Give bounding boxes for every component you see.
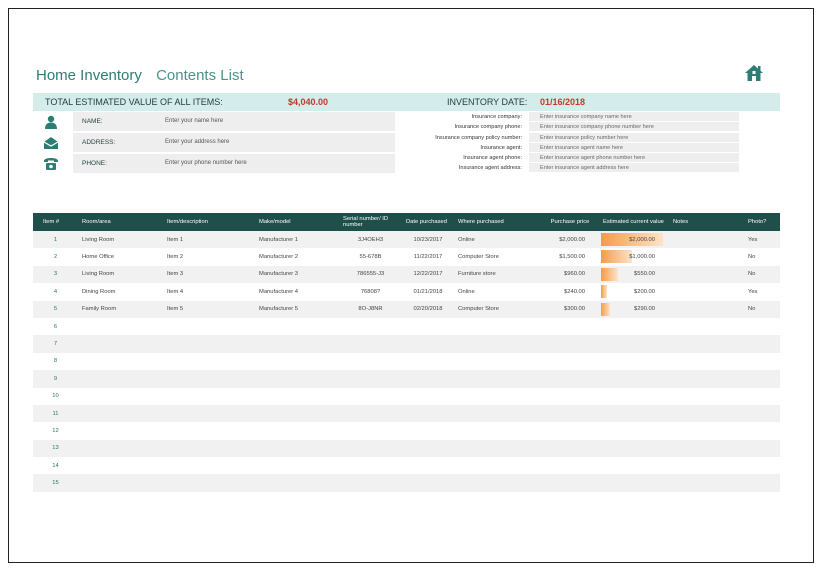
cell-estimated-value[interactable] [599, 266, 669, 283]
cell-item-number[interactable]: 14 [33, 457, 78, 474]
cell-notes[interactable] [669, 422, 744, 439]
cell-serial[interactable] [339, 422, 402, 439]
cell-serial[interactable] [339, 457, 402, 474]
cell-make-model[interactable]: Manufacturer 1 [255, 231, 339, 248]
cell-description[interactable]: Item 5 [163, 301, 255, 318]
cell-date[interactable] [402, 422, 454, 439]
col-date[interactable]: Date purchased [402, 213, 454, 231]
cell-make-model[interactable]: Manufacturer 2 [255, 248, 339, 265]
insurance-company-label: Insurance company: [471, 114, 522, 120]
cell-date[interactable] [402, 353, 454, 370]
cell-photo[interactable] [744, 457, 780, 474]
table-row [33, 474, 780, 491]
table-row [33, 266, 780, 283]
cell-date[interactable] [402, 335, 454, 352]
page-title [36, 67, 244, 87]
cell-notes[interactable] [669, 474, 744, 491]
cell-description[interactable] [163, 405, 255, 422]
cell-serial[interactable]: 786555-J3 [339, 266, 402, 283]
cell-make-model[interactable] [255, 388, 339, 405]
cell-description[interactable] [163, 370, 255, 387]
cell-price[interactable]: $1,500.00 [537, 248, 599, 265]
contact-row-phone [33, 154, 395, 175]
cell-description[interactable] [163, 457, 255, 474]
cell-where[interactable] [454, 370, 537, 387]
cell-item-number[interactable]: 13 [33, 440, 78, 457]
cell-where[interactable] [454, 405, 537, 422]
cell-price[interactable] [537, 318, 599, 335]
cell-make-model[interactable]: Manufacturer 5 [255, 301, 339, 318]
insurance-agent-field[interactable]: Enter insurance agent name here [529, 143, 739, 152]
cell-notes[interactable] [669, 440, 744, 457]
insurance-row [420, 153, 740, 163]
cell-serial[interactable]: 3J4OEH3 [339, 231, 402, 248]
cell-where[interactable]: Computer Store [454, 301, 537, 318]
cell-price[interactable] [537, 422, 599, 439]
col-serial[interactable]: Serial number/ ID number [339, 213, 402, 231]
cell-room[interactable]: Living Room [78, 266, 163, 283]
cell-description[interactable] [163, 353, 255, 370]
cell-item-number[interactable]: 2 [33, 248, 78, 265]
cell-room[interactable] [78, 370, 163, 387]
table-row [33, 301, 780, 318]
title-main: Home Inventory [36, 67, 142, 84]
cell-notes[interactable] [669, 318, 744, 335]
cell-date[interactable] [402, 405, 454, 422]
cell-room[interactable] [78, 474, 163, 491]
cell-serial[interactable] [339, 440, 402, 457]
cell-notes[interactable] [669, 370, 744, 387]
cell-price[interactable] [537, 457, 599, 474]
table-row [33, 248, 780, 265]
total-value: $4,040.00 [288, 97, 329, 107]
phone-icon [43, 157, 59, 171]
col-make-model[interactable]: Make/model [255, 213, 339, 231]
cell-price[interactable] [537, 335, 599, 352]
cell-make-model[interactable] [255, 422, 339, 439]
estimated-value-text: $2,000.00 [629, 236, 655, 243]
cell-date[interactable] [402, 388, 454, 405]
name-label: NAME: [82, 118, 103, 125]
cell-price[interactable]: $2,000.00 [537, 231, 599, 248]
cell-room[interactable]: Family Room [78, 301, 163, 318]
cell-notes[interactable] [669, 405, 744, 422]
cell-where[interactable] [454, 353, 537, 370]
cell-where[interactable] [454, 388, 537, 405]
cell-photo[interactable] [744, 335, 780, 352]
cell-make-model[interactable]: Manufacturer 3 [255, 266, 339, 283]
insurance-company-phone-label: Insurance company phone: [454, 124, 522, 131]
address-field[interactable]: Enter your address here [73, 133, 395, 152]
cell-notes[interactable] [669, 266, 744, 283]
cell-description[interactable]: Item 3 [163, 266, 255, 283]
table-row [33, 370, 780, 387]
col-item-number[interactable]: Item # [33, 213, 78, 231]
cell-estimated-value[interactable] [599, 335, 669, 352]
inventory-date-label: INVENTORY DATE: [447, 97, 528, 107]
summary-bar [33, 93, 780, 111]
name-field[interactable]: Enter your name here [73, 112, 395, 131]
cell-date[interactable] [402, 457, 454, 474]
contact-info [33, 112, 395, 175]
inventory-table [33, 213, 780, 492]
cell-make-model[interactable] [255, 353, 339, 370]
estimated-value-text: $1,000.00 [629, 254, 655, 261]
cell-serial[interactable] [339, 318, 402, 335]
cell-make-model[interactable]: Manufacturer 4 [255, 283, 339, 300]
cell-room[interactable] [78, 422, 163, 439]
cell-price[interactable]: $300.00 [537, 301, 599, 318]
cell-price[interactable] [537, 405, 599, 422]
insurance-company-phone-field[interactable]: Enter insurance company phone number here [529, 122, 739, 131]
home-icon[interactable] [744, 64, 764, 82]
cell-notes[interactable] [669, 248, 744, 265]
title-subtitle: Contents List [156, 67, 244, 84]
mail-icon [43, 136, 59, 150]
insurance-row [420, 133, 740, 143]
cell-item-number[interactable]: 12 [33, 422, 78, 439]
cell-photo[interactable]: No [744, 301, 780, 318]
cell-room[interactable] [78, 388, 163, 405]
table-row [33, 231, 780, 248]
cell-photo[interactable] [744, 440, 780, 457]
cell-estimated-value[interactable] [599, 248, 669, 265]
cell-photo[interactable] [744, 474, 780, 491]
cell-room[interactable] [78, 457, 163, 474]
cell-estimated-value[interactable] [599, 457, 669, 474]
cell-room[interactable] [78, 318, 163, 335]
col-price[interactable]: Purchase price [537, 213, 599, 231]
cell-notes[interactable] [669, 353, 744, 370]
cell-item-number[interactable]: 1 [33, 231, 78, 248]
insurance-row [420, 163, 740, 173]
cell-room[interactable] [78, 405, 163, 422]
table-row [33, 353, 780, 370]
cell-serial[interactable] [339, 335, 402, 352]
cell-estimated-value[interactable] [599, 353, 669, 370]
table-row [33, 318, 780, 335]
cell-date[interactable]: 10/23/2017 [402, 231, 454, 248]
cell-notes[interactable] [669, 301, 744, 318]
cell-make-model[interactable] [255, 457, 339, 474]
cell-serial[interactable]: 55-678B [339, 248, 402, 265]
cell-price[interactable]: $240.00 [537, 283, 599, 300]
cell-serial[interactable] [339, 388, 402, 405]
cell-photo[interactable] [744, 318, 780, 335]
insurance-row [420, 143, 740, 153]
cell-make-model[interactable] [255, 440, 339, 457]
cell-make-model[interactable] [255, 370, 339, 387]
cell-photo[interactable] [744, 370, 780, 387]
insurance-agent-phone-field[interactable]: Enter insurance agent phone number here [529, 153, 739, 162]
cell-date[interactable]: 11/22/2017 [402, 248, 454, 265]
cell-date[interactable] [402, 318, 454, 335]
phone-field[interactable]: Enter your phone number here [73, 154, 395, 173]
cell-date[interactable] [402, 474, 454, 491]
insurance-company-field[interactable]: Enter insurance company name here [529, 112, 739, 121]
cell-room[interactable]: Home Office [78, 248, 163, 265]
cell-serial[interactable]: 76808? [339, 283, 402, 300]
cell-photo[interactable] [744, 405, 780, 422]
cell-notes[interactable] [669, 231, 744, 248]
col-estimated-value[interactable]: Estimated current value [599, 213, 669, 231]
cell-estimated-value[interactable] [599, 370, 669, 387]
cell-room[interactable] [78, 440, 163, 457]
cell-photo[interactable] [744, 353, 780, 370]
cell-description[interactable] [163, 318, 255, 335]
cell-estimated-value[interactable] [599, 388, 669, 405]
total-label: TOTAL ESTIMATED VALUE OF ALL ITEMS: [45, 97, 223, 107]
cell-item-number[interactable]: 4 [33, 283, 78, 300]
cell-make-model[interactable] [255, 335, 339, 352]
cell-photo[interactable]: No [744, 248, 780, 265]
cell-notes[interactable] [669, 335, 744, 352]
col-room[interactable]: Room/area [78, 213, 163, 231]
cell-item-number[interactable]: 7 [33, 335, 78, 352]
cell-description[interactable] [163, 422, 255, 439]
cell-where[interactable]: Computer Store [454, 248, 537, 265]
cell-photo[interactable]: No [744, 266, 780, 283]
address-label: ADDRESS: [82, 139, 116, 146]
cell-item-number[interactable]: 15 [33, 474, 78, 491]
cell-serial[interactable] [339, 474, 402, 491]
insurance-row [420, 112, 740, 122]
estimated-value-text: $290.00 [634, 306, 655, 313]
cell-notes[interactable] [669, 388, 744, 405]
insurance-agent-label: Insurance agent: [480, 144, 522, 151]
cell-item-number[interactable]: 3 [33, 266, 78, 283]
cell-price[interactable] [537, 474, 599, 491]
cell-item-number[interactable]: 10 [33, 388, 78, 405]
table-header-row [33, 213, 780, 231]
cell-item-number[interactable]: 9 [33, 370, 78, 387]
cell-description[interactable] [163, 440, 255, 457]
cell-date[interactable] [402, 440, 454, 457]
phone-label: PHONE: [82, 160, 107, 167]
cell-where[interactable] [454, 335, 537, 352]
col-notes[interactable]: Notes [669, 213, 744, 231]
cell-description[interactable]: Item 1 [163, 231, 255, 248]
cell-serial[interactable] [339, 405, 402, 422]
cell-description[interactable] [163, 388, 255, 405]
cell-serial[interactable] [339, 370, 402, 387]
cell-date[interactable]: 01/21/2018 [402, 283, 454, 300]
cell-room[interactable]: Living Room [78, 231, 163, 248]
contact-row-name [33, 112, 395, 133]
cell-notes[interactable] [669, 457, 744, 474]
table-row [33, 335, 780, 352]
col-photo[interactable]: Photo? [744, 213, 780, 231]
insurance-policy-label: Insurance company policy number: [435, 134, 522, 141]
cell-where[interactable] [454, 474, 537, 491]
table-row [33, 422, 780, 439]
cell-date[interactable]: 02/20/2018 [402, 301, 454, 318]
col-where[interactable]: Where purchased [454, 213, 537, 231]
cell-estimated-value[interactable] [599, 422, 669, 439]
person-icon [43, 115, 59, 129]
cell-photo[interactable]: Yes [744, 231, 780, 248]
cell-date[interactable]: 12/22/2017 [402, 266, 454, 283]
cell-estimated-value[interactable] [599, 231, 669, 248]
estimated-value-text: $200.00 [634, 288, 655, 295]
cell-where[interactable] [454, 457, 537, 474]
contact-row-address [33, 133, 395, 154]
insurance-policy-field[interactable]: Enter insurance policy number here [529, 133, 739, 142]
cell-make-model[interactable] [255, 318, 339, 335]
col-description[interactable]: Item/description [163, 213, 255, 231]
cell-price[interactable]: $960.00 [537, 266, 599, 283]
cell-estimated-value[interactable] [599, 301, 669, 318]
cell-estimated-value[interactable] [599, 474, 669, 491]
cell-item-number[interactable]: 8 [33, 353, 78, 370]
table-row [33, 405, 780, 422]
cell-description[interactable] [163, 335, 255, 352]
cell-room[interactable]: Dining Room [78, 283, 163, 300]
cell-photo[interactable] [744, 388, 780, 405]
table-row [33, 457, 780, 474]
insurance-agent-address-field[interactable]: Enter insurance agent address here [529, 163, 739, 172]
cell-notes[interactable] [669, 283, 744, 300]
cell-where[interactable] [454, 422, 537, 439]
cell-item-number[interactable]: 5 [33, 301, 78, 318]
cell-description[interactable]: Item 2 [163, 248, 255, 265]
cell-price[interactable] [537, 388, 599, 405]
cell-make-model[interactable] [255, 405, 339, 422]
cell-room[interactable] [78, 335, 163, 352]
cell-description[interactable] [163, 474, 255, 491]
table-row [33, 440, 780, 457]
cell-price[interactable] [537, 353, 599, 370]
cell-photo[interactable]: Yes [744, 283, 780, 300]
cell-serial[interactable] [339, 353, 402, 370]
cell-serial[interactable]: 8O-J8NR [339, 301, 402, 318]
cell-date[interactable] [402, 370, 454, 387]
cell-item-number[interactable]: 11 [33, 405, 78, 422]
table-row [33, 388, 780, 405]
cell-photo[interactable] [744, 422, 780, 439]
cell-where[interactable]: Furniture store [454, 266, 537, 283]
cell-estimated-value[interactable] [599, 440, 669, 457]
cell-room[interactable] [78, 353, 163, 370]
insurance-agent-phone-label: Insurance agent phone: [463, 155, 522, 162]
insurance-info [420, 112, 740, 174]
estimated-value-text: $550.00 [634, 271, 655, 278]
cell-estimated-value[interactable] [599, 318, 669, 335]
cell-item-number[interactable]: 6 [33, 318, 78, 335]
cell-where[interactable] [454, 440, 537, 457]
cell-where[interactable]: Online [454, 283, 537, 300]
cell-price[interactable] [537, 440, 599, 457]
cell-price[interactable] [537, 370, 599, 387]
table-row [33, 283, 780, 300]
insurance-row [420, 122, 740, 132]
cell-where[interactable] [454, 318, 537, 335]
cell-estimated-value[interactable] [599, 283, 669, 300]
cell-estimated-value[interactable] [599, 405, 669, 422]
insurance-agent-address-label: Insurance agent address: [458, 165, 522, 172]
cell-description[interactable]: Item 4 [163, 283, 255, 300]
cell-make-model[interactable] [255, 474, 339, 491]
inventory-date-value[interactable]: 01/16/2018 [540, 97, 586, 107]
cell-where[interactable]: Online [454, 231, 537, 248]
